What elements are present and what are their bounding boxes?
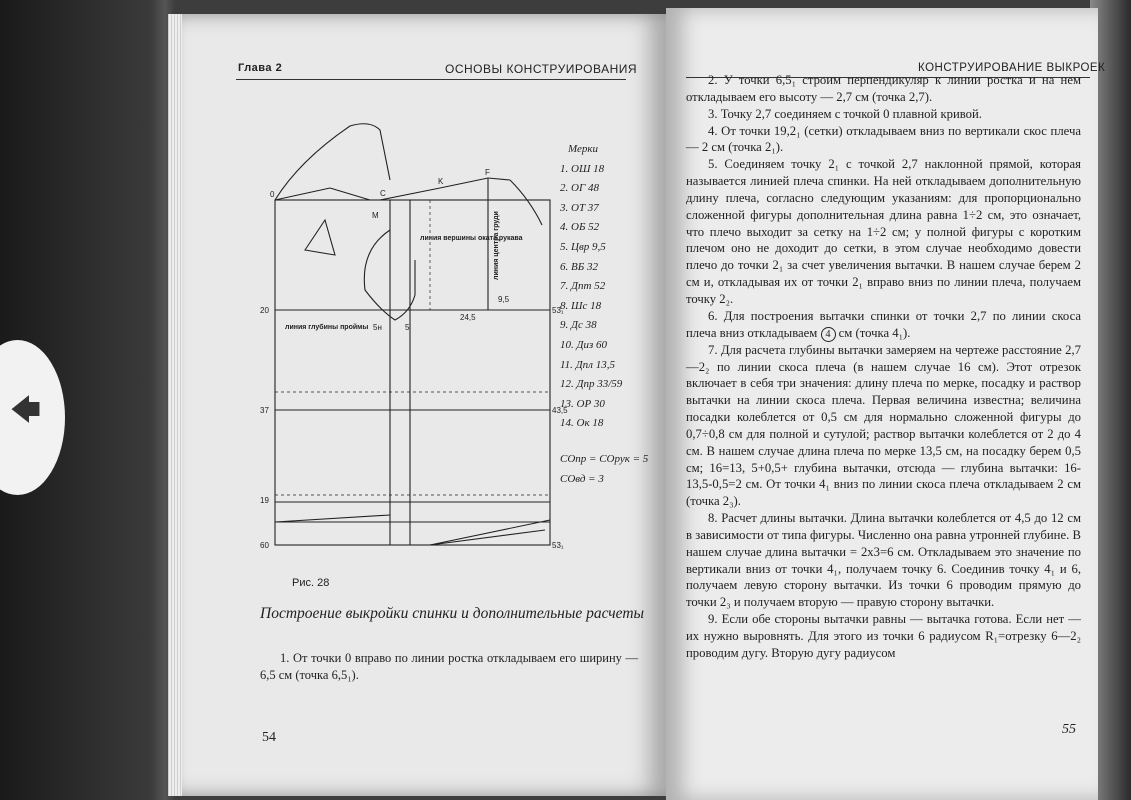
- paragraph-6: [686, 308, 1081, 342]
- measure-item: 12. Дпр 33/59: [560, 378, 623, 391]
- measure-item: 14. Ок 18: [560, 417, 604, 430]
- draft-point-label: 43,5: [552, 406, 568, 415]
- formula-line: СОпр = СОрук = 5: [560, 452, 649, 465]
- figure-caption: Рис. 28: [292, 577, 330, 589]
- draft-point-label: 0: [270, 190, 275, 199]
- measures-title: Мерки: [568, 143, 599, 155]
- formula-line: СОвд = 3: [560, 472, 604, 485]
- measure-item: 8. Шс 18: [560, 299, 602, 312]
- section-title: Построение выкройки спинки и дополнительные расчеты: [260, 605, 645, 622]
- measure-item: 7. Дпт 52: [560, 280, 606, 293]
- measure-item: 1. ОШ 18: [560, 162, 605, 175]
- draft-point-label: 9,5: [498, 295, 510, 304]
- draft-point-label: 19: [260, 496, 269, 505]
- draft-label-armhole-depth: линия глубины проймы: [285, 324, 369, 331]
- paragraph-9: 9. Если обе стороны вытачки равны — вытачка готова. Если нет — их нужно выровнять. Для этого из точки 6 радиусом R₁=отрезку 6—2₂ проводим дугу. Вторую дугу радиусом: [686, 612, 1081, 660]
- circled-number: 4: [821, 327, 836, 342]
- paragraph-6-b: см (точка 4₁).: [838, 325, 911, 340]
- measure-item: 10. Диз 60: [560, 338, 608, 351]
- paragraph-6-a: 6. Для построения вытачки спинки от точки 2,7 по линии скоса плеча вниз откладываем: [686, 308, 1081, 340]
- page-stack-edges: [168, 14, 182, 796]
- measure-item: 13. ОР 30: [560, 397, 605, 410]
- draft-point-label: 20: [260, 306, 269, 315]
- draft-point-label: K: [438, 177, 444, 186]
- right-header-title: КОНСТРУИРОВАНИЕ ВЫКРОЕК: [918, 62, 1106, 74]
- draft-label-sleeve-top: линия вершины оката рукава: [420, 235, 523, 242]
- paragraph-7: 7. Для расчета глубины вытачки замеряем на чертеже расстояние 2,7—2₂ по линии скоса плеча (в нашем случае 16 см). Этот отрезок включает в себя три значения: длину плеча по мерке, посадку и раствор вытачки на линии скоса плеча. Первая величина известна; величина посадки колеблется от 0,5 см для нормально сложенной фигуры до 0,7÷0,8 см для полной и сутулой; раствор вытачки колеблется от 2 до 4 см. В нашем случае длина плеча по мерке 13,5 см, на посадку берем 0,5 см; 16=13, 5+0,5+ глубина вытачки, отсюда — глубина вытачки: 16- 13,5-0,5=2 см. От точки 4₁ вниз по линии скоса плеча откладываем 2 см (точка 2₃).: [686, 342, 1081, 509]
- measure-item: 4. ОБ 52: [560, 221, 600, 234]
- measures-list: [560, 140, 648, 489]
- measure-item: 5. Цвр 9,5: [560, 240, 606, 253]
- draft-point-label: M: [372, 211, 379, 220]
- draft-point-label: 24,5: [460, 313, 476, 322]
- measure-item: 11. Дпл 13,5: [560, 358, 615, 371]
- paragraph-5: 5. Соединяем точку 2₁ с точкой 2,7 наклонной прямой, которая называется линией плеча спинки. На ней откладываем дополнительную длину плеча, согласно следующим указаниям: для пропорционально сложенной фигуры дополнительная длина равна 1÷2 см, это означает, что плечо выходит за сетку на 1÷2 см; у полной фигуры с коротким плечом оно не доходит до сетки, в этом случае необходимо довести плечо до точки 2₁ за счет увеличения вытачки. В нашем случае берем 2 см и, откладывая их от точки 2₁ вправо вниз по линии плеча, получаем точку 2₂.: [686, 157, 1081, 306]
- left-page-number: 54: [262, 730, 276, 745]
- draft-point-label: 53₁: [552, 306, 564, 315]
- draft-point-label: 60: [260, 541, 269, 550]
- left-paragraph: 1. От точки 0 вправо по линии ростка откладываем его ширину — 6,5 см (точка 6,5₁).: [260, 651, 638, 682]
- paragraph-2: 2. У точки 6,5₁ строим перпендикуляр к линии ростка и на нем откладываем его высоту — 2,7 см (точка 2,7).: [686, 73, 1081, 104]
- draft-point-label: 37: [260, 406, 269, 415]
- left-header-title: ОСНОВЫ КОНСТРУИРОВАНИЯ: [445, 62, 638, 76]
- chapter-label: Глава 2: [238, 62, 283, 74]
- measure-item: 9. Дс 38: [560, 319, 597, 332]
- paragraph-3: 3. Точку 2,7 соединяем с точкой 0 плавной кривой.: [708, 106, 982, 121]
- paragraph-8: 8. Расчет длины вытачки. Длина вытачки колеблется от 4,5 до 12 см в зависимости от типа фигуры. Численно она равна утронней глубине. В нашем случае длина вытачки = 2х3=6 см. Откладываем это значение по вертикали вниз от точки 4₁, получаем точку 6. Соединив точку 4₁ и 6, получаем левую сторону вытачки. Из точки 6 проводим прямую до точки 2₃ и получаем вторую — правую сторону вытачки.: [686, 511, 1081, 610]
- left-header-rule: [236, 79, 626, 80]
- right-page-number: 55: [1062, 722, 1076, 737]
- draft-point-label: 53₁: [552, 541, 564, 550]
- draft-point-label: 5: [405, 323, 410, 332]
- pattern-draft: [230, 100, 568, 570]
- left-arrow-icon[interactable]: 🡄: [10, 393, 41, 428]
- measure-item: 6. ВБ 32: [560, 260, 598, 273]
- draft-point-label: F: [485, 168, 490, 177]
- draft-label-chest-center: линия центра груди: [493, 211, 500, 280]
- right-body-text: [686, 72, 1081, 662]
- paragraph-4: 4. От точки 19,2₁ (сетки) откладываем вниз по вертикали скос плеча — 2 см (точка 2₁).: [686, 123, 1081, 155]
- draft-point-label: 5н: [373, 323, 382, 332]
- measure-item: 3. ОТ 37: [560, 201, 599, 214]
- draft-point-label: C: [380, 189, 386, 198]
- measure-item: 2. ОГ 48: [560, 182, 599, 195]
